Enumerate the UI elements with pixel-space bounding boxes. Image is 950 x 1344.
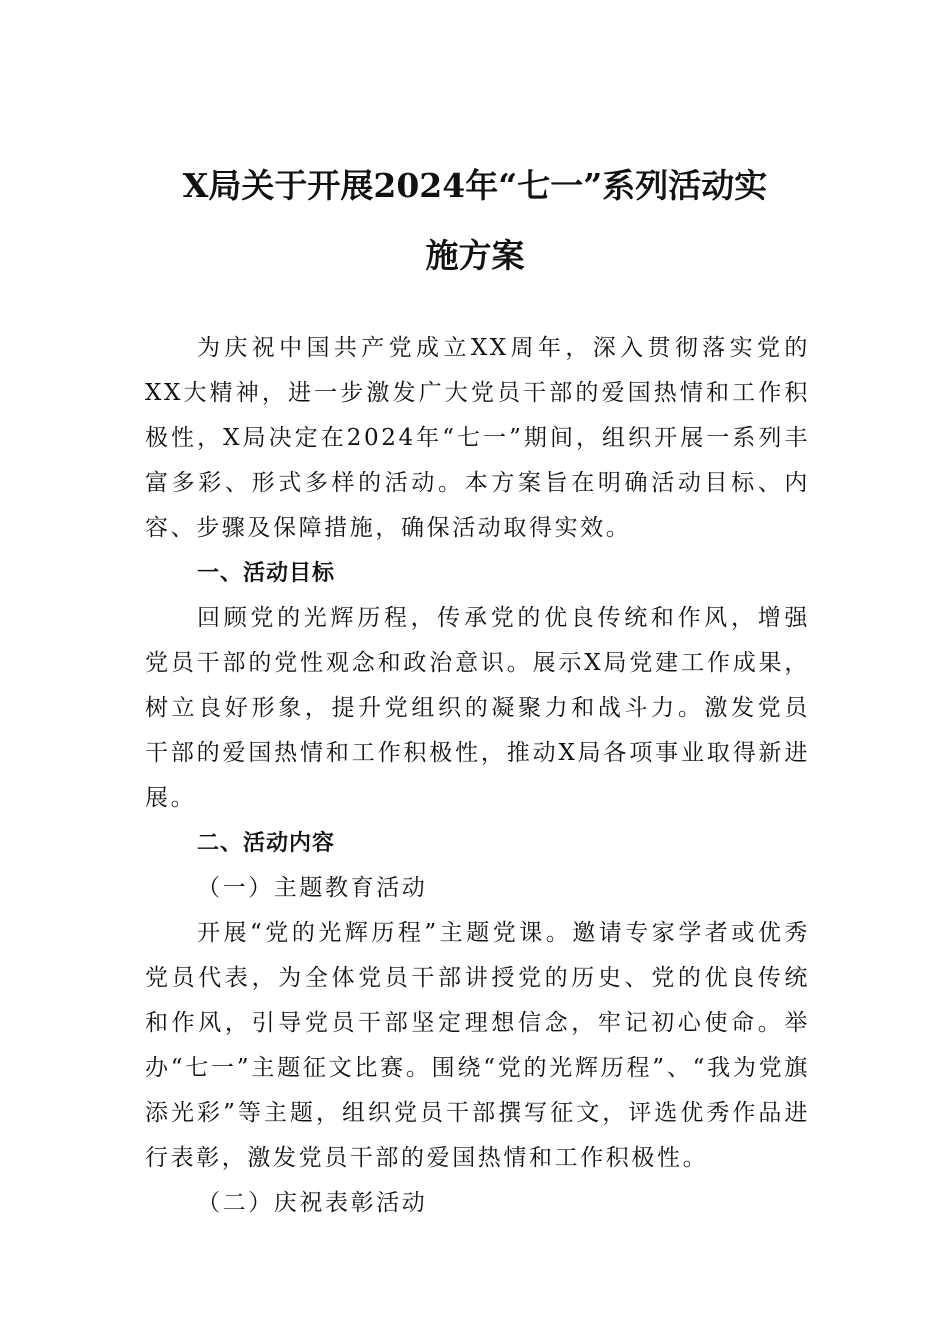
section-heading-goals: 一、活动目标 bbox=[197, 561, 336, 586]
section-heading-content: 二、活动内容 bbox=[197, 831, 336, 856]
subsection-heading-education: （一）主题教育活动 bbox=[197, 875, 428, 901]
document-title-line-1: X局关于开展2024年“七一”系列活动实 bbox=[182, 166, 768, 205]
education-paragraph: 开展“党的光辉历程”主题党课。邀请专家学者或优秀党员代表，为全体党员干部讲授党的历史、党的优良传统和作风，引导党员干部坚定理想信念，牢记初心使命。举办“七一”主题征文比赛。围绕“党的光辉历程”、“我为党旗添光彩”等主题，组织党员干部撰写征文，评选优秀作品进行表彰，激发党员干部的爱国热情和工作积极性。 bbox=[145, 920, 810, 1171]
document-body bbox=[145, 326, 810, 1226]
intro-paragraph: 为庆祝中国共产党成立XX周年，深入贯彻落实党的XX大精神，进一步激发广大党员干部的爱国热情和工作积极性，X局决定在2024年“七一”期间，组织开展一系列丰富多彩、形式多样的活动。本方案旨在明确活动目标、内容、步骤及保障措施，确保活动取得实效。 bbox=[145, 335, 810, 541]
goals-paragraph: 回顾党的光辉历程，传承党的优良传统和作风，增强党员干部的党性观念和政治意识。展示X局党建工作成果，树立良好形象，提升党组织的凝聚力和战斗力。激发党员干部的爱国热情和工作积极性，推动X局各项事业取得新进展。 bbox=[145, 605, 810, 811]
document-title-line-2: 施方案 bbox=[425, 236, 525, 275]
subsection-heading-celebration: （二）庆祝表彰活动 bbox=[197, 1190, 428, 1216]
